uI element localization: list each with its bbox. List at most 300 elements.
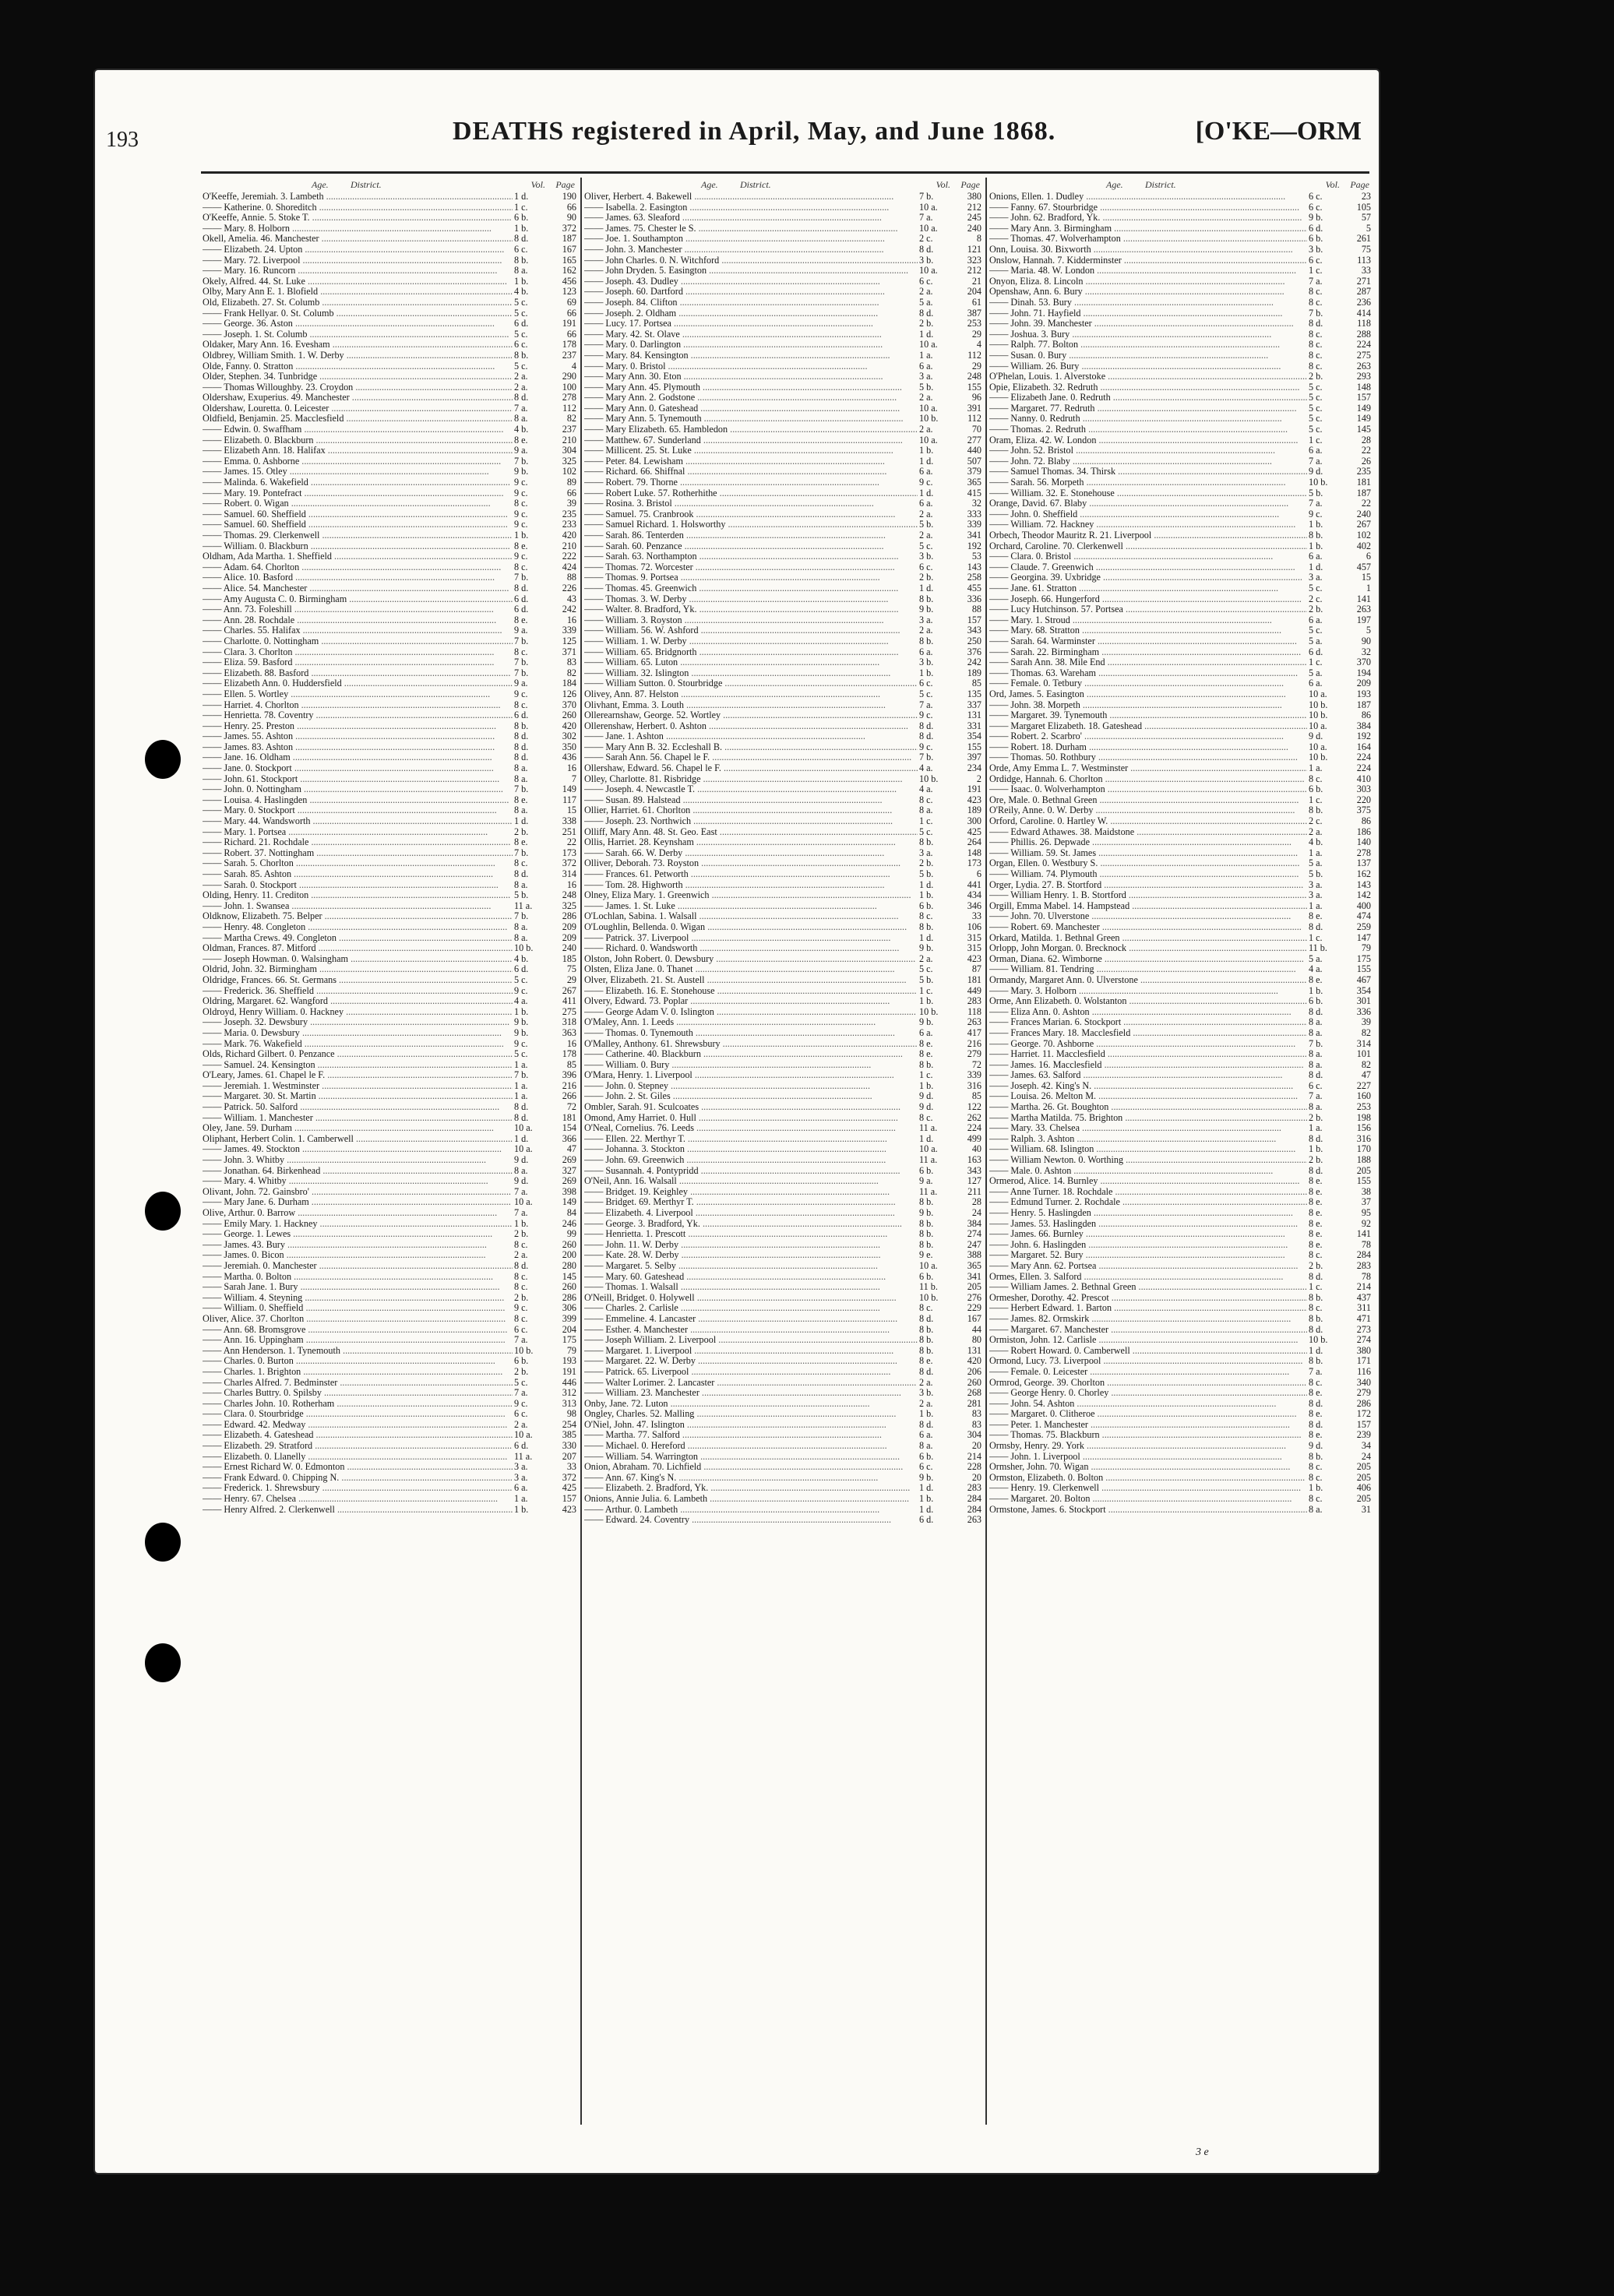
entry-volume: 4 a. bbox=[919, 784, 953, 795]
entry-page: 315 bbox=[953, 943, 981, 954]
entry-name: —— Joseph. 32. Dewsbury ..... bbox=[203, 1017, 513, 1028]
entry-name: —— Female. 0. Tetbury ..... bbox=[989, 678, 1307, 689]
entry-volume: 5 c. bbox=[514, 1049, 548, 1060]
entry-volume: 8 e. bbox=[514, 837, 548, 848]
entry-page: 86 bbox=[1343, 710, 1371, 721]
entry-page: 212 bbox=[953, 266, 981, 276]
entry-page: 248 bbox=[548, 890, 576, 901]
entry-name: —— Ann. 16. Uppingham ..... bbox=[203, 1335, 513, 1346]
entry-page: 143 bbox=[953, 562, 981, 573]
entry-name: Ormsher, John. 70. Wigan ..... bbox=[989, 1462, 1307, 1473]
entry-name: —— Joe. 1. Southampton ..... bbox=[584, 234, 918, 245]
entry-name: —— Edward Athawes. 38. Maidstone ..... bbox=[989, 827, 1307, 838]
register-entry bbox=[584, 1070, 981, 1081]
entry-page: 32 bbox=[953, 498, 981, 509]
entry-name: —— Robert. 0. Wigan ..... bbox=[203, 498, 513, 509]
entry-page: 260 bbox=[953, 1378, 981, 1389]
entry-page: 61 bbox=[953, 298, 981, 308]
register-entry bbox=[989, 1282, 1371, 1293]
entry-volume: 6 d. bbox=[514, 964, 548, 975]
register-entry bbox=[584, 731, 981, 742]
entry-name: —— Charles John. 10. Rotherham ..... bbox=[203, 1399, 513, 1410]
entry-name: Okell, Amelia. 46. Manchester ..... bbox=[203, 234, 513, 245]
entry-volume: 5 c. bbox=[514, 298, 548, 308]
register-entry bbox=[203, 678, 576, 689]
entry-volume: 6 a. bbox=[1309, 551, 1343, 562]
entry-name: —— Ellen. 22. Merthyr T. ..... bbox=[584, 1134, 918, 1145]
register-entry bbox=[989, 1113, 1371, 1124]
register-entry bbox=[989, 1314, 1371, 1325]
entry-volume: 1 a. bbox=[514, 1081, 548, 1092]
entry-volume: 8 b. bbox=[1309, 1356, 1343, 1367]
entry-volume: 8 e. bbox=[1309, 1176, 1343, 1187]
entry-volume: 3 b. bbox=[919, 551, 953, 562]
entry-volume: 2 b. bbox=[514, 827, 548, 838]
entry-volume: 4 a. bbox=[1309, 964, 1343, 975]
entry-page: 155 bbox=[1343, 1176, 1371, 1187]
entry-page: 7 bbox=[548, 774, 576, 785]
entry-volume: 2 b. bbox=[1309, 1261, 1343, 1272]
district-heading: District. bbox=[351, 179, 382, 190]
entry-name: —— Sarah. 63. Northampton ..... bbox=[584, 551, 918, 562]
entry-volume: 6 b. bbox=[919, 1452, 953, 1463]
register-entry bbox=[989, 1176, 1371, 1187]
register-entry bbox=[989, 202, 1371, 213]
entry-page: 4 bbox=[953, 340, 981, 350]
register-entry bbox=[584, 752, 981, 763]
entry-volume: 8 d. bbox=[1309, 1134, 1343, 1145]
entry-page: 209 bbox=[1343, 678, 1371, 689]
entry-volume: 5 c. bbox=[1309, 583, 1343, 594]
entry-name: —— Charles. 2. Carlisle ..... bbox=[584, 1303, 918, 1314]
register-entry bbox=[203, 1430, 576, 1441]
entry-name: —— Mary. 68. Stratton ..... bbox=[989, 625, 1307, 636]
register-entry bbox=[584, 551, 981, 562]
entry-volume: 1 b. bbox=[919, 1494, 953, 1505]
entry-page: 106 bbox=[953, 922, 981, 933]
entry-volume: 8 c. bbox=[514, 1282, 548, 1293]
entry-name: —— John. 38. Morpeth ..... bbox=[989, 700, 1307, 711]
entry-name: Ormston, Elizabeth. 0. Bolton ..... bbox=[989, 1473, 1307, 1484]
register-entry bbox=[584, 1272, 981, 1283]
entry-page: 205 bbox=[1343, 1462, 1371, 1473]
entry-name: —— Maria. 48. W. London ..... bbox=[989, 266, 1307, 276]
register-entry bbox=[203, 1452, 576, 1463]
register-entry bbox=[584, 530, 981, 541]
entry-page: 235 bbox=[1343, 467, 1371, 477]
entry-volume: 8 e. bbox=[514, 435, 548, 446]
register-entry bbox=[203, 1367, 576, 1378]
register-entry bbox=[203, 731, 576, 742]
register-entry bbox=[584, 774, 981, 785]
entry-volume: 10 a. bbox=[919, 435, 953, 446]
register-entry bbox=[584, 827, 981, 838]
entry-volume: 1 c. bbox=[1309, 933, 1343, 944]
register-entry bbox=[203, 1091, 576, 1102]
entry-page: 189 bbox=[953, 668, 981, 679]
entry-volume: 1 a. bbox=[514, 1091, 548, 1102]
register-entry bbox=[203, 319, 576, 329]
entry-name: —— Robert Luke. 57. Rotherhithe ..... bbox=[584, 488, 918, 499]
entry-volume: 1 d. bbox=[919, 329, 953, 340]
register-entry bbox=[989, 752, 1371, 763]
entry-name: —— William. 26. Bury ..... bbox=[989, 361, 1307, 372]
entry-name: Oley, Jane. 59. Durham ..... bbox=[203, 1123, 513, 1134]
entry-page: 70 bbox=[953, 424, 981, 435]
entry-name: Orbech, Theodor Mauritz R. 21. Liverpool ..... bbox=[989, 530, 1307, 541]
entry-volume: 6 a. bbox=[919, 1430, 953, 1441]
entry-volume: 6 d. bbox=[514, 1441, 548, 1452]
register-entry bbox=[203, 975, 576, 986]
entry-volume: 1 b. bbox=[514, 1007, 548, 1018]
entry-page: 280 bbox=[548, 1261, 576, 1272]
vol-heading: Vol. bbox=[936, 179, 950, 190]
register-entry bbox=[203, 350, 576, 361]
register-entry bbox=[203, 869, 576, 880]
register-entry bbox=[989, 964, 1371, 975]
entry-page: 15 bbox=[1343, 572, 1371, 583]
entry-name: —— William. 81. Tendring ..... bbox=[989, 964, 1307, 975]
entry-volume: 9 c. bbox=[514, 519, 548, 530]
entry-volume: 5 c. bbox=[919, 964, 953, 975]
entry-name: —— John. 3. Manchester ..... bbox=[584, 245, 918, 255]
entry-page: 228 bbox=[953, 1462, 981, 1473]
entry-page: 194 bbox=[1343, 668, 1371, 679]
entry-page: 149 bbox=[1343, 403, 1371, 414]
entry-name: —— Joseph. 42. King's N. ..... bbox=[989, 1081, 1307, 1092]
register-entry bbox=[989, 1441, 1371, 1452]
entry-page: 340 bbox=[1343, 1378, 1371, 1389]
register-entry bbox=[584, 721, 981, 732]
entry-name: —— Thomas. 75. Blackburn ..... bbox=[989, 1430, 1307, 1441]
entry-volume: 9 c. bbox=[514, 488, 548, 499]
entry-name: —— George. 3. Bradford, Yk. ..... bbox=[584, 1219, 918, 1230]
entry-name: —— Edward. 42. Medway ..... bbox=[203, 1420, 513, 1431]
register-entry bbox=[203, 858, 576, 869]
entry-name: —— George. 70. Ashborne ..... bbox=[989, 1039, 1307, 1050]
entry-volume: 5 b. bbox=[514, 890, 548, 901]
entry-name: —— Susannah. 4. Pontypridd ..... bbox=[584, 1166, 918, 1177]
entry-name: —— Mary. 16. Runcorn ..... bbox=[203, 266, 513, 276]
register-entry bbox=[584, 784, 981, 795]
entry-volume: 3 a. bbox=[919, 848, 953, 859]
entry-page: 341 bbox=[953, 1272, 981, 1283]
entry-volume: 8 d. bbox=[514, 393, 548, 403]
entry-name: Olive, Arthur. 0. Barrow ..... bbox=[203, 1208, 513, 1219]
entry-volume: 3 a. bbox=[1309, 890, 1343, 901]
entry-page: 216 bbox=[953, 1039, 981, 1050]
entry-page: 261 bbox=[1343, 234, 1371, 245]
entry-volume: 2 a. bbox=[919, 1378, 953, 1389]
entry-page: 191 bbox=[548, 319, 576, 329]
entry-volume: 1 a. bbox=[1309, 901, 1343, 912]
entry-volume: 8 e. bbox=[1309, 1409, 1343, 1420]
entry-volume: 8 b. bbox=[1309, 805, 1343, 816]
entry-page: 242 bbox=[953, 657, 981, 668]
entry-page: 336 bbox=[953, 594, 981, 605]
entry-volume: 7 a. bbox=[919, 213, 953, 224]
entry-volume: 1 b. bbox=[919, 1409, 953, 1420]
entry-page: 499 bbox=[953, 1134, 981, 1145]
register-entry bbox=[203, 234, 576, 245]
register-entry bbox=[584, 1388, 981, 1399]
entry-name: —— James. 49. Stockton ..... bbox=[203, 1144, 513, 1155]
entry-volume: 9 d. bbox=[514, 1155, 548, 1166]
register-entry bbox=[584, 1314, 981, 1325]
register-entry bbox=[203, 880, 576, 891]
entry-volume: 8 a. bbox=[1309, 1028, 1343, 1039]
entry-volume: 9 b. bbox=[919, 1473, 953, 1484]
entry-volume: 8 c. bbox=[1309, 340, 1343, 350]
entry-page: 284 bbox=[953, 1494, 981, 1505]
entry-name: —— Arthur. 0. Lambeth ..... bbox=[584, 1505, 918, 1516]
entry-name: —— John. 39. Manchester ..... bbox=[989, 319, 1307, 329]
entry-name: Oldaker, Mary Ann. 16. Evesham ..... bbox=[203, 340, 513, 350]
index-range: [O'KE—ORM bbox=[1195, 117, 1362, 146]
entry-page: 157 bbox=[1343, 393, 1371, 403]
entry-page: 185 bbox=[548, 954, 576, 965]
register-entry bbox=[989, 1409, 1371, 1420]
entry-page: 237 bbox=[548, 424, 576, 435]
entry-volume: 8 c. bbox=[514, 1272, 548, 1283]
entry-page: 112 bbox=[548, 403, 576, 414]
entry-volume: 1 b. bbox=[1309, 519, 1343, 530]
register-entry bbox=[989, 572, 1371, 583]
entry-volume: 6 d. bbox=[1309, 647, 1343, 658]
entry-name: —— William. 1. Manchester ..... bbox=[203, 1113, 513, 1124]
entry-volume: 8 e. bbox=[1309, 1208, 1343, 1219]
entry-volume: 8 c. bbox=[514, 562, 548, 573]
entry-page: 184 bbox=[548, 678, 576, 689]
register-entry bbox=[989, 1123, 1371, 1134]
entry-page: 339 bbox=[953, 1070, 981, 1081]
register-entry bbox=[584, 1462, 981, 1473]
entry-name: —— Bridget. 19. Keighley ..... bbox=[584, 1187, 918, 1198]
entry-name: —— Jane. 0. Stockport ..... bbox=[203, 763, 513, 774]
entry-volume: 9 b. bbox=[514, 467, 548, 477]
entry-page: 113 bbox=[1343, 255, 1371, 266]
entry-volume: 6 d. bbox=[514, 319, 548, 329]
register-entry bbox=[989, 615, 1371, 626]
entry-volume: 2 b. bbox=[1309, 604, 1343, 615]
entry-name: —— Samuel Thomas. 34. Thirsk ..... bbox=[989, 467, 1307, 477]
entry-name: Olliff, Mary Ann. 48. St. Geo. East ..... bbox=[584, 827, 918, 838]
register-entry bbox=[203, 668, 576, 679]
entry-volume: 8 b. bbox=[919, 1060, 953, 1071]
register-entry bbox=[989, 424, 1371, 435]
entry-volume: 5 a. bbox=[1309, 668, 1343, 679]
entry-volume: 8 b. bbox=[919, 1229, 953, 1240]
entry-volume: 9 b. bbox=[919, 1208, 953, 1219]
entry-name: O'Loughlin, Bellenda. 0. Wigan ..... bbox=[584, 922, 918, 933]
entry-name: —— Malinda. 6. Wakefield ..... bbox=[203, 477, 513, 488]
entry-name: —— William. 23. Manchester ..... bbox=[584, 1388, 918, 1399]
entry-page: 286 bbox=[548, 1293, 576, 1304]
entry-name: —— Walter. 8. Bradford, Yk. ..... bbox=[584, 604, 918, 615]
entry-volume: 9 d. bbox=[1309, 731, 1343, 742]
entry-name: —— James. 43. Bury ..... bbox=[203, 1240, 513, 1251]
entry-page: 149 bbox=[1343, 414, 1371, 424]
entry-volume: 6 a. bbox=[514, 1483, 548, 1494]
entry-page: 253 bbox=[953, 319, 981, 329]
entry-volume: 1 c. bbox=[919, 1070, 953, 1081]
entry-name: Organ, Ellen. 0. Westbury S. ..... bbox=[989, 858, 1307, 869]
entry-page: 339 bbox=[953, 519, 981, 530]
entry-name: —— Richard. 21. Rochdale ..... bbox=[203, 837, 513, 848]
register-entry bbox=[989, 1144, 1371, 1155]
register-entry bbox=[203, 414, 576, 424]
entry-name: O'Niel, John. 47. Islington ..... bbox=[584, 1420, 918, 1431]
entry-page: 160 bbox=[1343, 1091, 1371, 1102]
entry-name: O'Leary, James. 61. Chapel le F. ..... bbox=[203, 1070, 513, 1081]
entry-name: Oldrid, John. 32. Birmingham ..... bbox=[203, 964, 513, 975]
entry-page: 86 bbox=[1343, 816, 1371, 827]
entry-page: 437 bbox=[1343, 1293, 1371, 1304]
register-entry bbox=[203, 1314, 576, 1325]
register-entry bbox=[203, 1208, 576, 1219]
entry-name: Ormerod, Alice. 14. Burnley ..... bbox=[989, 1176, 1307, 1187]
register-entry bbox=[203, 1261, 576, 1272]
entry-name: —— Lucy. 17. Portsea ..... bbox=[584, 319, 918, 329]
entry-page: 286 bbox=[1343, 1399, 1371, 1410]
entry-page: 88 bbox=[548, 572, 576, 583]
register-entry bbox=[203, 890, 576, 901]
entry-volume: 9 c. bbox=[1309, 509, 1343, 520]
register-entry bbox=[584, 287, 981, 298]
register-entry bbox=[203, 509, 576, 520]
entry-name: Olds, Richard Gilbert. 0. Penzance ..... bbox=[203, 1049, 513, 1060]
entry-name: —— Mary Jane. 6. Durham ..... bbox=[203, 1197, 513, 1208]
entry-volume: 8 d. bbox=[1309, 1420, 1343, 1431]
entry-volume: 5 b. bbox=[919, 869, 953, 880]
entry-page: 22 bbox=[1343, 498, 1371, 509]
entry-volume: 5 b. bbox=[1309, 488, 1343, 499]
entry-page: 467 bbox=[1343, 975, 1371, 986]
entry-volume: 1 b. bbox=[1309, 986, 1343, 997]
entry-volume: 8 d. bbox=[514, 869, 548, 880]
entry-volume: 9 a. bbox=[514, 625, 548, 636]
entry-volume: 8 b. bbox=[919, 1197, 953, 1208]
register-entry bbox=[584, 1060, 981, 1071]
entry-page: 2 bbox=[953, 774, 981, 785]
entry-volume: 9 b. bbox=[514, 1017, 548, 1028]
entry-page: 300 bbox=[953, 816, 981, 827]
entry-volume: 8 e. bbox=[1309, 1197, 1343, 1208]
register-entry bbox=[584, 1494, 981, 1505]
register-entry bbox=[989, 1060, 1371, 1071]
entry-page: 126 bbox=[548, 689, 576, 700]
register-entry bbox=[989, 742, 1371, 753]
entry-volume: 5 a. bbox=[1309, 636, 1343, 647]
register-entry bbox=[989, 340, 1371, 350]
entry-page: 5 bbox=[1343, 625, 1371, 636]
entry-name: —— Mary. 19. Pontefract ..... bbox=[203, 488, 513, 499]
register-entry bbox=[203, 943, 576, 954]
entry-volume: 8 c. bbox=[514, 858, 548, 869]
register-entry bbox=[584, 414, 981, 424]
register-entry bbox=[584, 1261, 981, 1272]
entry-volume: 8 e. bbox=[1309, 1430, 1343, 1441]
entry-volume: 4 b. bbox=[1309, 837, 1343, 848]
entry-page: 224 bbox=[1343, 340, 1371, 350]
register-entry bbox=[203, 911, 576, 922]
entry-volume: 10 b. bbox=[919, 774, 953, 785]
register-entry bbox=[203, 202, 576, 213]
entry-name: Old, Elizabeth. 27. St. Columb ..... bbox=[203, 298, 513, 308]
entry-page: 135 bbox=[953, 689, 981, 700]
entry-volume: 6 c. bbox=[1309, 1081, 1343, 1092]
entry-name: —— Henry. 19. Clerkenwell ..... bbox=[989, 1483, 1307, 1494]
entry-volume: 10 a. bbox=[514, 1123, 548, 1134]
entry-name: Orger, Lydia. 27. B. Stortford ..... bbox=[989, 880, 1307, 891]
entry-page: 181 bbox=[548, 1113, 576, 1124]
entry-page: 306 bbox=[548, 1303, 576, 1314]
register-entry bbox=[989, 933, 1371, 944]
entry-page: 222 bbox=[548, 551, 576, 562]
register-entry bbox=[584, 594, 981, 605]
entry-page: 175 bbox=[548, 1335, 576, 1346]
entry-volume: 4 a. bbox=[919, 763, 953, 774]
entry-name: —— Frederick. 36. Sheffield ..... bbox=[203, 986, 513, 997]
entry-name: Oldfield, Benjamin. 25. Macclesfield ..... bbox=[203, 414, 513, 424]
entry-page: 235 bbox=[548, 509, 576, 520]
entry-volume: 11 a. bbox=[514, 1452, 548, 1463]
vol-heading: Vol. bbox=[1325, 179, 1340, 190]
entry-volume: 7 b. bbox=[919, 192, 953, 202]
entry-volume: 9 e. bbox=[919, 1250, 953, 1261]
register-entry bbox=[989, 1462, 1371, 1473]
entry-page: 354 bbox=[1343, 986, 1371, 997]
register-entry bbox=[203, 1102, 576, 1113]
register-entry bbox=[203, 837, 576, 848]
entry-name: —— Frances Marian. 6. Stockport ..... bbox=[989, 1017, 1307, 1028]
entry-page: 399 bbox=[548, 1314, 576, 1325]
register-entry bbox=[203, 445, 576, 456]
entry-name: —— Thomas Willoughby. 23. Croydon ..... bbox=[203, 382, 513, 393]
register-entry bbox=[203, 1081, 576, 1092]
register-entry bbox=[989, 1039, 1371, 1050]
entry-page: 117 bbox=[548, 795, 576, 806]
entry-volume: 8 c. bbox=[919, 1303, 953, 1314]
entry-volume: 3 a. bbox=[1309, 572, 1343, 583]
entry-name: —— Henrietta. 1. Prescott ..... bbox=[584, 1229, 918, 1240]
entry-volume: 6 b. bbox=[1309, 234, 1343, 245]
entry-page: 149 bbox=[548, 784, 576, 795]
entry-name: —— Margaret. 22. W. Derby ..... bbox=[584, 1356, 918, 1367]
entry-page: 214 bbox=[1343, 1282, 1371, 1293]
entry-name: Oram, Eliza. 42. W. London ..... bbox=[989, 435, 1307, 446]
entry-volume: 8 b. bbox=[919, 594, 953, 605]
entry-page: 23 bbox=[1343, 192, 1371, 202]
entry-volume: 1 b. bbox=[514, 224, 548, 234]
entry-page: 304 bbox=[548, 445, 576, 456]
entry-volume: 5 c. bbox=[1309, 414, 1343, 424]
entry-volume: 1 c. bbox=[1309, 1282, 1343, 1293]
register-column-3 bbox=[989, 178, 1371, 2137]
entry-name: —— Sarah. 56. Morpeth ..... bbox=[989, 477, 1307, 488]
entry-name: —— Samuel Richard. 1. Holsworthy ..... bbox=[584, 519, 918, 530]
entry-page: 375 bbox=[1343, 805, 1371, 816]
entry-page: 248 bbox=[953, 372, 981, 382]
entry-volume: 10 a. bbox=[919, 1144, 953, 1155]
entry-volume: 10 a. bbox=[919, 266, 953, 276]
register-entry bbox=[203, 541, 576, 552]
entry-page: 237 bbox=[548, 350, 576, 361]
entry-name: Oldershaw, Louretta. 0. Leicester ..... bbox=[203, 403, 513, 414]
entry-page: 253 bbox=[1343, 1102, 1371, 1113]
entry-page: 242 bbox=[548, 604, 576, 615]
register-entry bbox=[989, 403, 1371, 414]
